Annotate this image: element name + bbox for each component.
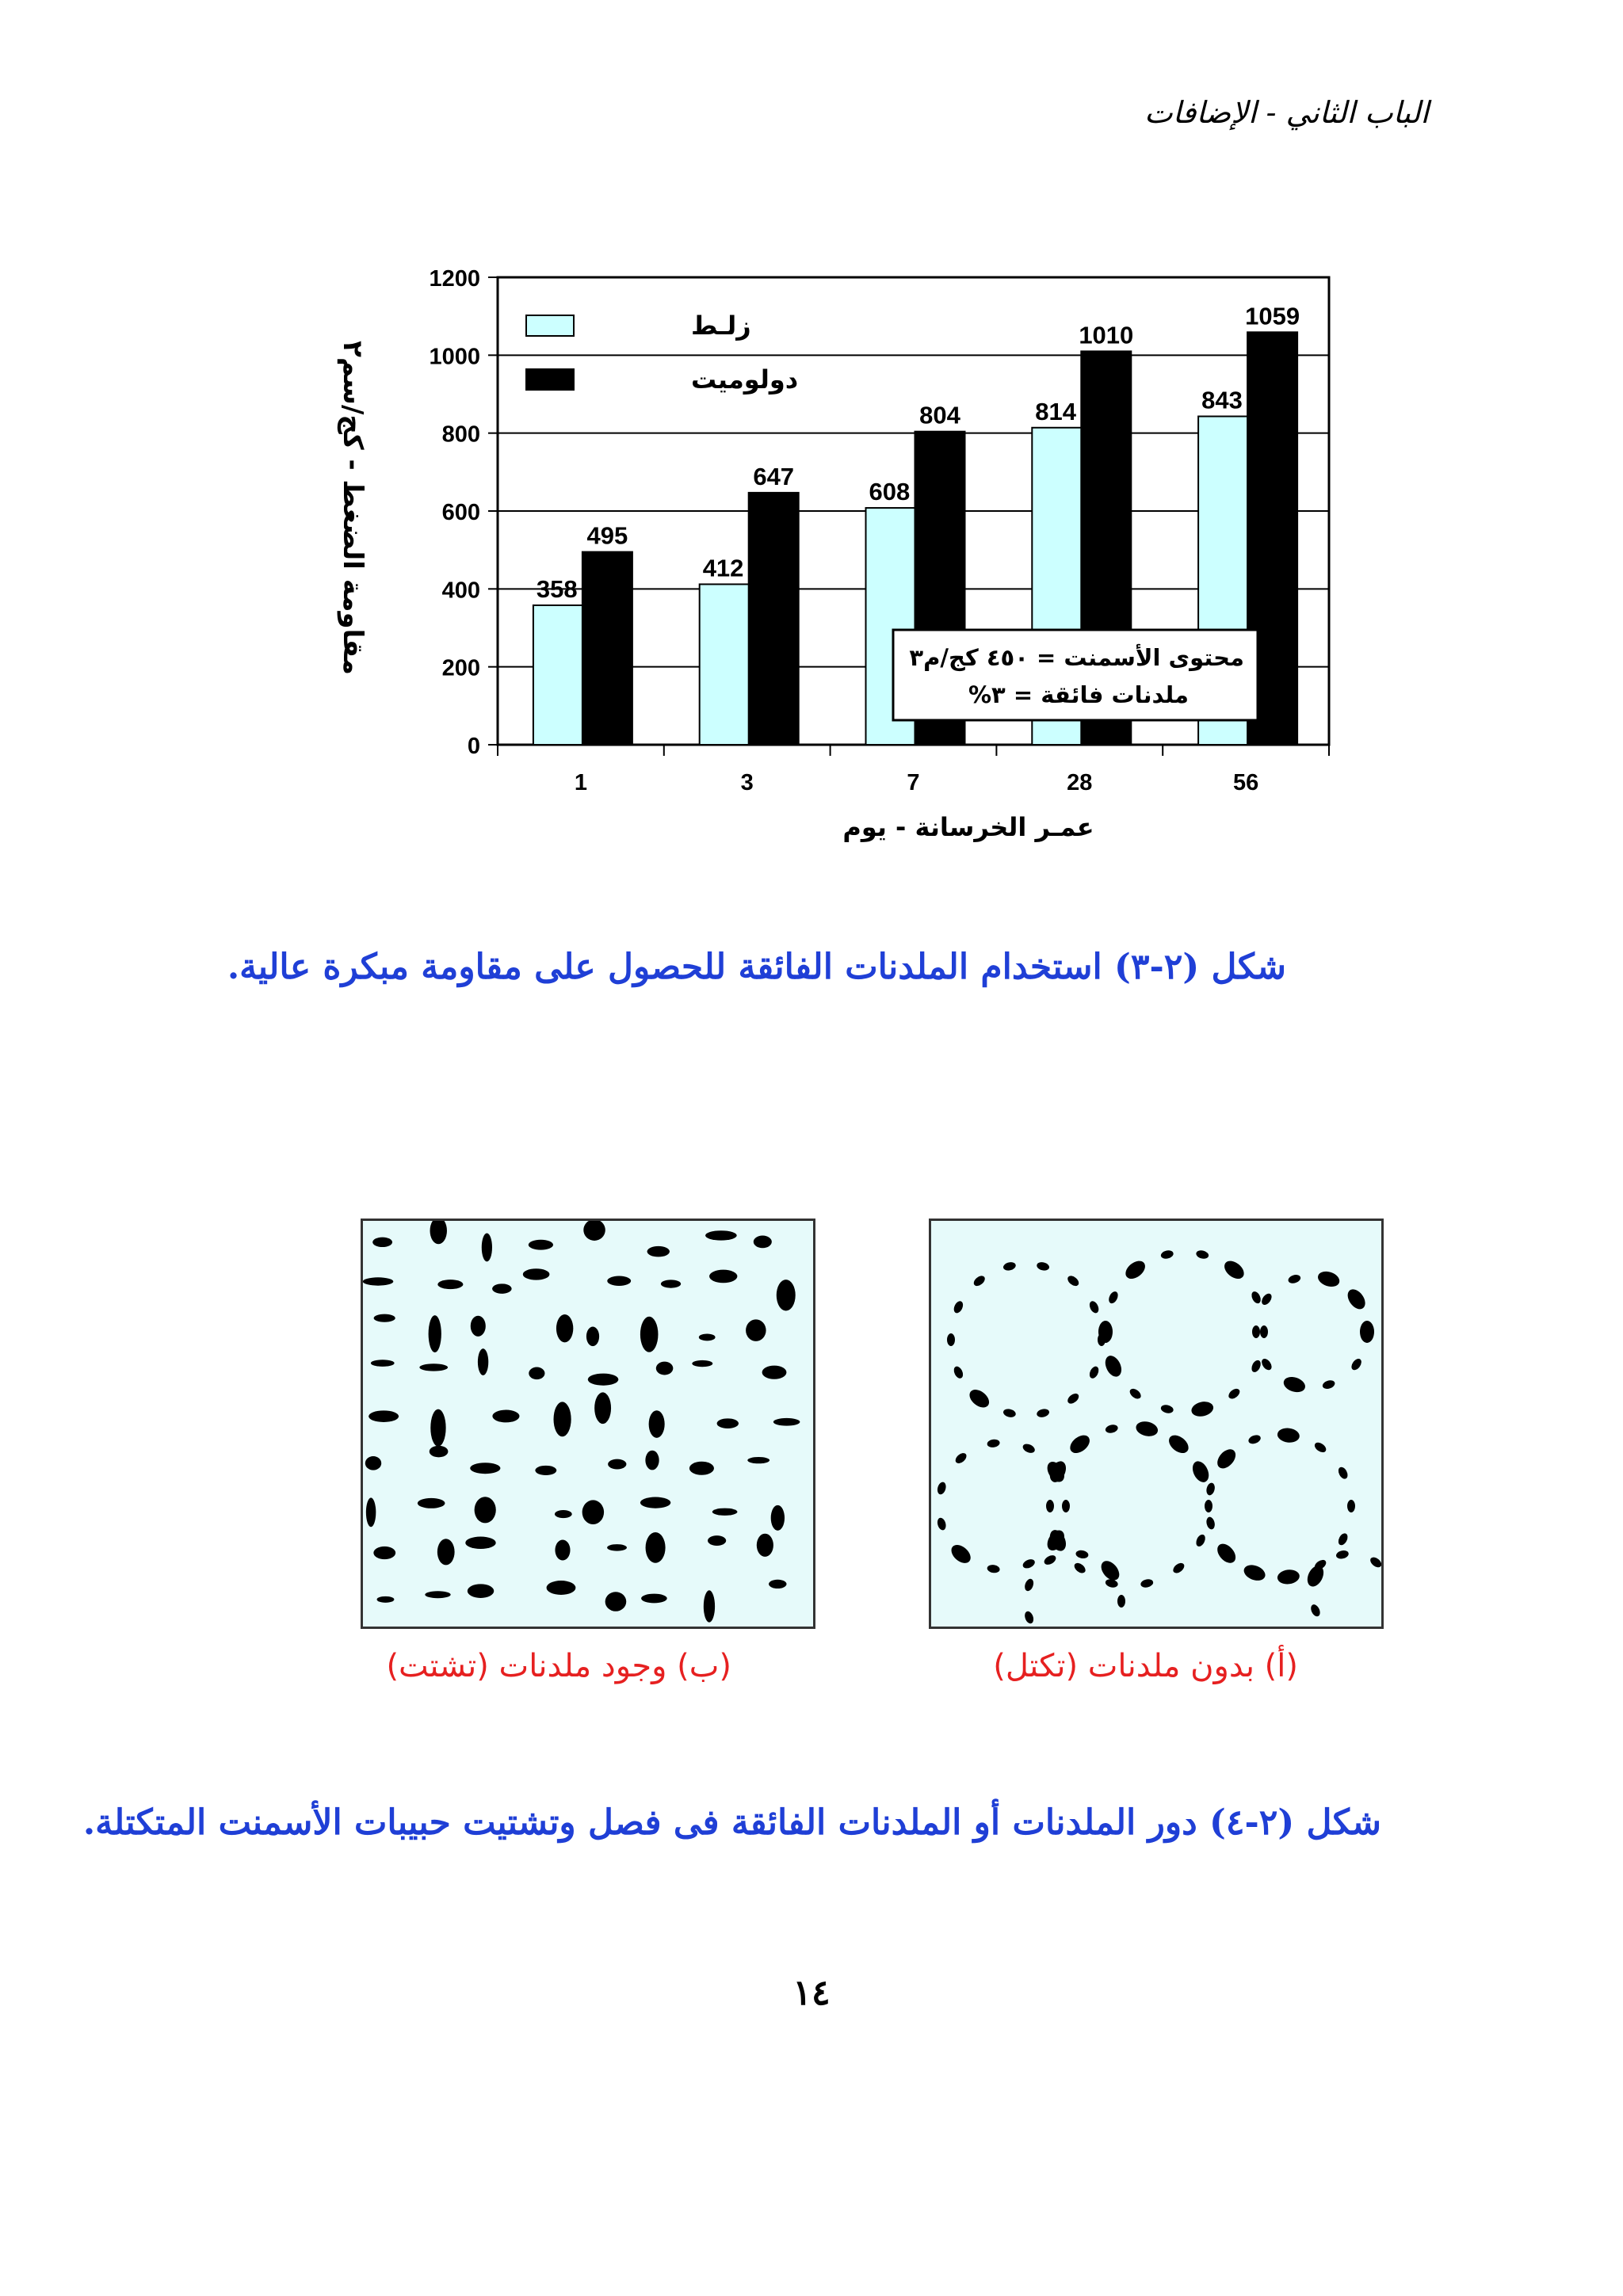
cement-particle	[1036, 1261, 1050, 1272]
cement-particle	[1166, 1432, 1192, 1457]
cement-particle	[588, 1374, 619, 1386]
cement-particle	[1140, 1578, 1154, 1589]
cement-particle	[747, 1457, 769, 1463]
cement-particle	[1344, 1286, 1369, 1312]
cement-particle	[952, 1365, 964, 1380]
cement-particle	[699, 1334, 716, 1341]
cement-particle	[647, 1246, 670, 1257]
cement-particle	[1036, 1408, 1050, 1418]
cement-particle	[1250, 1290, 1262, 1305]
cement-particle	[555, 1510, 572, 1518]
cement-particle	[492, 1410, 519, 1423]
cement-particle	[475, 1497, 496, 1523]
data-label: 843	[1201, 386, 1243, 414]
x-tick-label: 28	[1067, 770, 1093, 795]
cement-particle	[374, 1314, 395, 1322]
compressive-strength-bar-chart	[0, 0, 1623, 871]
cement-particle	[966, 1386, 992, 1412]
cement-particle	[1247, 1433, 1262, 1445]
cement-particle	[1347, 1500, 1355, 1512]
panel-a-label: (أ) بدون ملدنات (تكتل)	[993, 1648, 1298, 1684]
cement-particle	[437, 1539, 455, 1565]
cement-particle	[1062, 1500, 1070, 1512]
cement-particle	[377, 1596, 395, 1603]
cement-particle	[762, 1366, 787, 1379]
cement-particle	[605, 1592, 627, 1611]
cement-particle	[437, 1280, 463, 1289]
cement-particle	[1337, 1466, 1350, 1481]
cement-particle	[757, 1534, 773, 1557]
cement-particle	[692, 1360, 712, 1367]
cement-particle	[952, 1299, 964, 1314]
cement-particle	[947, 1333, 955, 1346]
cement-particle	[689, 1462, 714, 1475]
cement-particle	[1022, 1442, 1037, 1455]
cement-particle	[1023, 1577, 1035, 1592]
data-label: 804	[919, 401, 960, 429]
y-tick-label: 200	[441, 655, 480, 681]
cement-particle	[470, 1463, 500, 1474]
cement-particle	[972, 1274, 987, 1288]
cement-particle	[1360, 1321, 1374, 1343]
cement-particle	[583, 1221, 605, 1241]
cement-particle	[1194, 1533, 1207, 1548]
cement-particle	[1066, 1391, 1081, 1405]
data-label: 358	[536, 574, 578, 603]
cement-particle	[373, 1547, 395, 1559]
cement-particle	[641, 1594, 667, 1604]
data-label: 1059	[1245, 302, 1300, 330]
cement-particle	[1205, 1500, 1212, 1512]
cement-particle	[1316, 1269, 1342, 1290]
cement-particle	[1135, 1420, 1159, 1439]
annotation-line-1: محتوى الأسمنت = ٤٥٠ كج/م٣	[909, 644, 1244, 671]
cement-particle	[1205, 1482, 1216, 1496]
panel-flocculated	[929, 1219, 1384, 1629]
cement-particle	[1022, 1558, 1037, 1570]
cement-particle	[365, 1456, 381, 1470]
cement-particle	[1023, 1610, 1035, 1624]
cement-particle	[430, 1446, 449, 1458]
x-tick-label: 56	[1232, 770, 1259, 795]
cement-particle	[594, 1392, 611, 1424]
figure-2-3-caption: شكل (٢-٣) استخدام الملدنات الفائقة للحصول على مقاومة مبكرة عالية.	[227, 947, 1286, 987]
cement-particle	[640, 1317, 659, 1352]
cement-particle	[1277, 1427, 1300, 1444]
cement-particle	[754, 1236, 772, 1249]
cement-particle	[1190, 1459, 1212, 1485]
cement-particle	[936, 1481, 947, 1495]
cement-particle	[1107, 1290, 1120, 1305]
cement-particle	[645, 1451, 659, 1470]
x-tick-label: 7	[907, 770, 920, 795]
cement-particle	[468, 1584, 494, 1598]
figure-2-4-caption: شكل (٢-٤) دور الملدنات أو الملدنات الفائقة فى فصل وتشتيت حبيبات الأسمنت المتكتلة.	[82, 1802, 1381, 1843]
cement-particle	[1072, 1561, 1087, 1575]
flocculated-particles	[931, 1221, 1381, 1627]
cement-particle	[709, 1270, 737, 1283]
cement-particle	[1221, 1257, 1247, 1283]
cement-particle	[661, 1280, 681, 1287]
cement-particle	[1260, 1291, 1274, 1306]
cement-particle	[1043, 1554, 1058, 1567]
annotation-line-2: ملدنات فائقة = ٣%	[968, 681, 1189, 708]
running-header: الباب الثاني - الإضافات	[1144, 95, 1429, 130]
cement-particle	[1067, 1432, 1093, 1457]
cement-particle	[425, 1591, 450, 1598]
bar	[700, 584, 750, 745]
cement-particle	[1309, 1603, 1322, 1618]
cement-particle	[555, 1539, 570, 1560]
cement-particle	[419, 1363, 448, 1371]
cement-particle	[1214, 1540, 1239, 1566]
cement-particle	[1252, 1325, 1260, 1338]
cement-particle	[1075, 1550, 1089, 1560]
cement-particle	[1214, 1446, 1239, 1472]
cement-particle	[1321, 1379, 1335, 1390]
cement-particle	[773, 1418, 800, 1426]
cement-particle	[717, 1418, 739, 1428]
data-label: 814	[1035, 397, 1077, 425]
cement-particle	[953, 1451, 968, 1466]
data-label: 608	[869, 478, 911, 506]
cement-particle	[547, 1581, 576, 1595]
cement-particle	[1098, 1321, 1113, 1343]
cement-particle	[1102, 1353, 1125, 1379]
cement-particle	[586, 1327, 599, 1347]
cement-particle	[771, 1505, 785, 1531]
cement-particle	[1066, 1274, 1081, 1288]
cement-particle	[478, 1348, 488, 1375]
cement-particle	[1195, 1249, 1209, 1260]
data-label: 1010	[1079, 321, 1134, 349]
cement-particle	[1281, 1375, 1307, 1395]
cement-particle	[646, 1532, 666, 1563]
cement-particle	[1313, 1440, 1328, 1454]
cement-particle	[705, 1230, 737, 1240]
cement-particle	[482, 1233, 492, 1261]
cement-particle	[607, 1276, 631, 1286]
cement-particle	[656, 1362, 674, 1375]
cement-particle	[608, 1459, 626, 1470]
x-tick-label: 1	[574, 770, 587, 795]
cement-particle	[429, 1315, 441, 1352]
cement-particle	[366, 1497, 376, 1527]
cement-particle	[1046, 1500, 1054, 1512]
data-label: 647	[753, 462, 795, 490]
legend-label: زلـط	[691, 311, 751, 341]
y-tick-label: 1000	[429, 344, 480, 370]
cement-particle	[535, 1466, 556, 1475]
cement-particle	[1160, 1249, 1174, 1260]
cement-particle	[371, 1360, 395, 1367]
y-tick-label: 400	[441, 578, 480, 604]
cement-particle	[1287, 1273, 1301, 1284]
cement-particle	[1205, 1516, 1216, 1531]
data-label: 412	[702, 554, 744, 582]
cement-particle	[369, 1410, 399, 1422]
cement-particle	[1190, 1400, 1215, 1419]
bar	[582, 552, 632, 745]
cement-particle	[363, 1277, 393, 1285]
y-axis-label: مقاومة الضغط - كج/سم٢	[337, 341, 369, 675]
y-tick-label: 800	[441, 421, 480, 448]
cement-particle	[582, 1500, 604, 1524]
cement-particle	[523, 1268, 550, 1280]
legend-swatch	[526, 315, 574, 336]
cement-particle	[556, 1314, 573, 1342]
cement-particle	[948, 1541, 974, 1566]
cement-particle	[1369, 1555, 1381, 1569]
cement-particle	[471, 1316, 486, 1337]
cement-particle	[1335, 1550, 1350, 1560]
cement-particle	[1260, 1357, 1274, 1372]
x-axis-label: عمـر الخرسانة - يوم	[842, 812, 1094, 842]
cement-particle	[1002, 1261, 1017, 1272]
cement-particle	[649, 1410, 665, 1438]
cement-particle	[987, 1439, 1000, 1448]
cement-particle	[1088, 1299, 1101, 1314]
cement-particle	[1122, 1257, 1148, 1283]
cement-particle	[1277, 1569, 1300, 1585]
cement-particle	[607, 1544, 627, 1551]
cement-particle	[1250, 1359, 1262, 1374]
cement-particle	[1337, 1531, 1350, 1547]
cement-particle	[1117, 1595, 1125, 1608]
cement-particle	[1171, 1561, 1186, 1575]
data-label: 495	[586, 521, 628, 550]
legend-label: دولوميت	[691, 364, 799, 395]
page-number: ١٤	[792, 1973, 831, 2013]
cement-particle	[936, 1516, 947, 1531]
cement-particle	[529, 1367, 544, 1380]
cement-particle	[1350, 1357, 1363, 1372]
cement-particle	[1105, 1424, 1119, 1434]
cement-particle	[1242, 1562, 1268, 1584]
y-tick-label: 600	[441, 500, 480, 525]
cement-particle	[704, 1590, 715, 1622]
cement-particle	[777, 1280, 796, 1310]
cement-particle	[418, 1498, 445, 1508]
cement-particle	[465, 1536, 495, 1549]
legend-swatch	[526, 369, 574, 390]
cement-particle	[492, 1283, 511, 1294]
cement-particle	[769, 1580, 786, 1589]
x-tick-label: 3	[740, 770, 754, 795]
cement-particle	[1260, 1325, 1268, 1338]
cement-particle	[746, 1319, 766, 1341]
cement-particle	[430, 1409, 445, 1447]
y-tick-label: 0	[467, 734, 480, 759]
cement-particle	[430, 1221, 447, 1244]
cement-particle	[529, 1240, 553, 1250]
dispersed-particles	[363, 1221, 813, 1627]
cement-particle	[1002, 1408, 1017, 1418]
panel-b-label: (ب) وجود ملدنات (تشتت)	[386, 1648, 731, 1684]
cement-particle	[1227, 1386, 1242, 1401]
cement-particle	[372, 1238, 392, 1247]
bar	[749, 493, 799, 745]
bar	[533, 605, 583, 745]
cement-particle	[1128, 1386, 1143, 1401]
cement-particle	[554, 1402, 571, 1436]
y-tick-label: 1200	[429, 266, 480, 292]
cement-particle	[1160, 1404, 1174, 1414]
cement-particle	[640, 1497, 670, 1508]
panel-dispersed	[361, 1219, 815, 1629]
cement-particle	[1088, 1365, 1101, 1380]
cement-particle	[987, 1564, 1000, 1573]
cement-particle	[708, 1535, 726, 1546]
cement-particle	[712, 1508, 738, 1516]
